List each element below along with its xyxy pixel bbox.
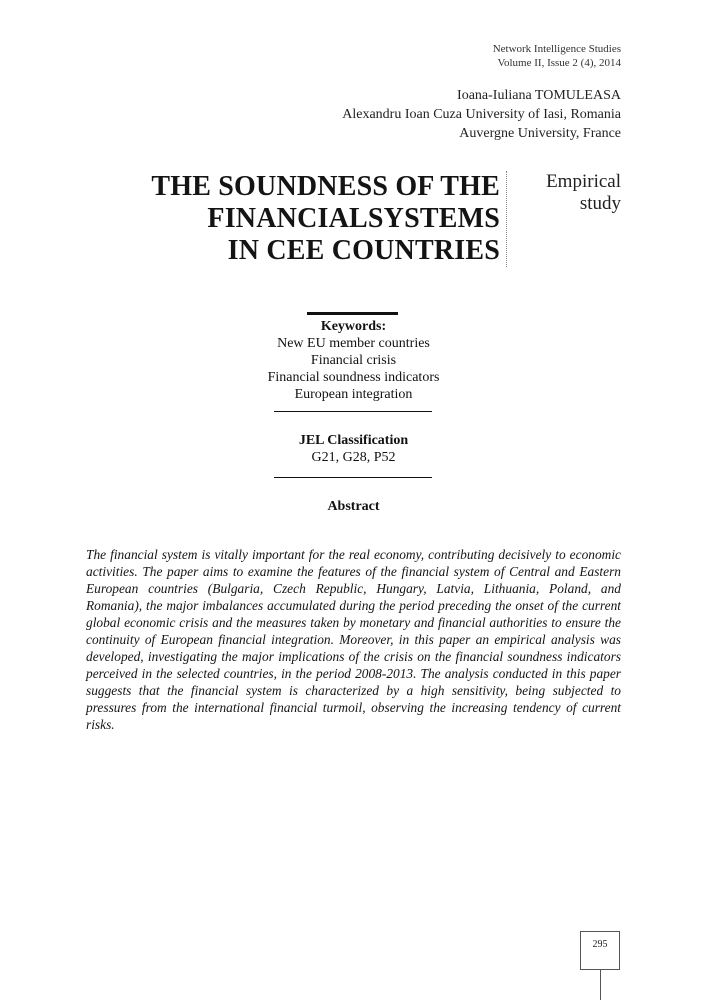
keywords-list (0, 335, 707, 403)
page-number-line (600, 970, 601, 1000)
keywords-heading: Keywords: (320, 319, 387, 334)
article-type (546, 171, 621, 215)
author-name: Ioana-Iuliana TOMULEASA (457, 88, 621, 103)
title-line-3: IN CEE COUNTRIES (227, 235, 500, 266)
author-affiliation-1: Alexandru Ioan Cuza University of Iasi, Romania (342, 107, 621, 122)
keyword-item: New EU member countries (277, 336, 430, 351)
article-type-line-1: Empirical (546, 171, 621, 192)
author-block (342, 86, 621, 143)
keyword-item: European integration (294, 387, 413, 402)
jel-bottom-rule (274, 477, 432, 478)
jel-codes: G21, G28, P52 (311, 450, 396, 465)
page-number-box (580, 931, 620, 970)
journal-issue: Volume II, Issue 2 (4), 2014 (497, 57, 621, 69)
abstract-text: The financial system is vitally important for the real economy, contributing decisively to economic activities. The paper aims to examine the features of the financial system of Central and Eastern European countries (Bulgaria, Czech Republic, Hungary, Latvia, Lithuania, Poland, and Romania), the major imbalances accumulated during the period preceding the onset of the current global economic crisis and the measures taken by monetary and financial authorities to ensure the continuity of European financial integration. Moreover, in this paper an empirical analysis was developed, investigating the major implications of the crisis on the financial soundness indicators perceived in the selected countries, in the period 2008-2013. The analysis conducted in this paper suggests that the financial system is characterized by a high sensitivity, being subjected to pressures from the international financial turmoil, observing the increasing tendency of current risks. (86, 547, 621, 732)
title-divider (506, 171, 507, 267)
jel-heading: JEL Classification (298, 433, 409, 448)
keyword-item: Financial soundness indicators (267, 370, 440, 385)
title-line-2: FINANCIALSYSTEMS (207, 203, 500, 234)
article-type-line-2: study (579, 193, 621, 214)
keywords-bottom-rule (274, 411, 432, 412)
title-line-1: THE SOUNDNESS OF THE (151, 171, 500, 202)
paper-title (120, 171, 500, 267)
keyword-item: Financial crisis (310, 353, 397, 368)
journal-header (493, 42, 621, 70)
abstract-body (86, 546, 621, 733)
page-number: 295 (592, 939, 608, 950)
journal-name: Network Intelligence Studies (492, 43, 621, 55)
abstract-heading: Abstract (327, 499, 380, 514)
author-affiliation-2: Auvergne University, France (459, 126, 621, 141)
keywords-top-rule (307, 312, 398, 315)
